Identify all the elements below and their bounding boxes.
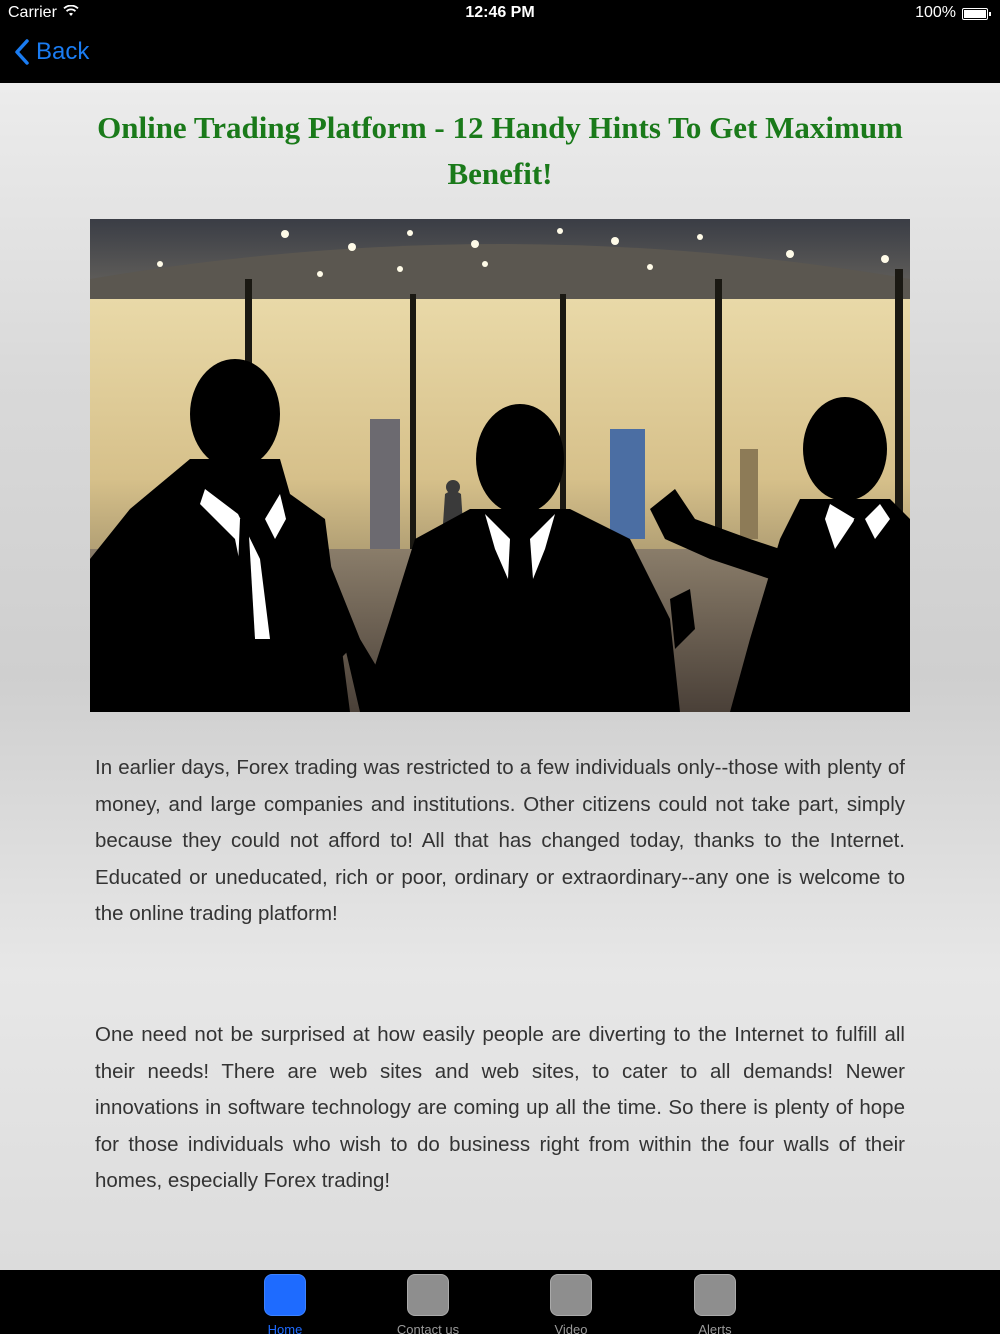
article-paragraph-1: In earlier days, Forex trading was restricted to a few individuals only--those with plenty of money, and large companies and institutions. Other citizens could not take part, simply because they could not afford to! All that has changed today, thanks to the Internet. Educated or uneducated, rich or poor, ordinary or extraordinary--any one is welcome to the online trading platform! bbox=[95, 756, 905, 925]
status-bar bbox=[0, 0, 1000, 28]
article-paragraph-2: One need not be surprised at how easily people are diverting to the Internet to fulfill all their needs! There are web sites and web sites, to cater to all demands! Newer innovations in software technology are coming up all the time. So there is plenty of hope for those individuals who wish to do business right from within the four walls of their homes, especially Forex trading! bbox=[95, 1023, 905, 1192]
article-content[interactable] bbox=[0, 83, 1000, 1270]
tab-video[interactable] bbox=[521, 1274, 621, 1332]
status-right bbox=[915, 4, 988, 22]
tab-alerts-label: Alerts bbox=[698, 1322, 732, 1334]
chevron-left-icon bbox=[14, 38, 30, 66]
tab-video-label: Video bbox=[554, 1322, 588, 1334]
home-icon bbox=[264, 1274, 306, 1316]
carrier-label: Carrier bbox=[8, 4, 57, 21]
tab-bar bbox=[0, 1270, 1000, 1334]
battery-icon bbox=[962, 8, 988, 20]
article-image bbox=[90, 219, 910, 712]
tab-home-label: Home bbox=[267, 1322, 303, 1334]
video-icon bbox=[550, 1274, 592, 1316]
navigation-bar bbox=[0, 28, 1000, 83]
alerts-icon bbox=[694, 1274, 736, 1316]
back-label: Back bbox=[36, 38, 90, 65]
status-time: 12:46 PM bbox=[465, 4, 535, 21]
tab-contact-label: Contact us bbox=[396, 1322, 460, 1334]
tab-contact-us[interactable] bbox=[378, 1274, 478, 1332]
tab-alerts[interactable] bbox=[665, 1274, 765, 1332]
article-title: Online Trading Platform - 12 Handy Hints To Get Maximum Benefit! bbox=[97, 110, 903, 191]
tab-home[interactable] bbox=[235, 1274, 335, 1332]
contact-icon bbox=[407, 1274, 449, 1316]
battery-percent: 100% bbox=[915, 4, 956, 21]
back-button[interactable] bbox=[14, 38, 89, 66]
